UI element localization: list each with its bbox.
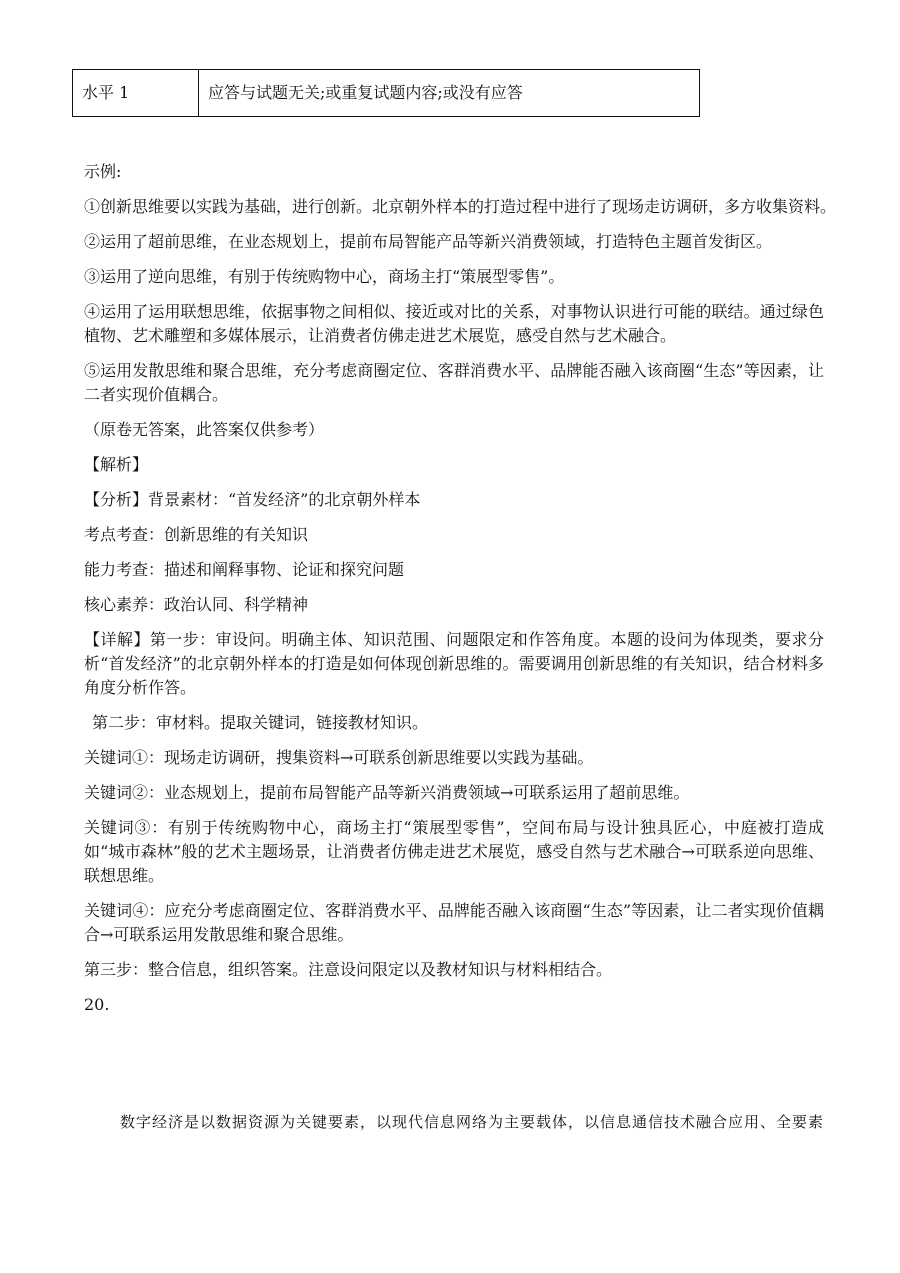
example-point-4: ④运用了运用联想思维，依据事物之间相似、接近或对比的关系，对事物认识进行可能的联结。通过绿色植物、艺术雕塑和多媒体展示，让消费者仿佛走进艺术展览，感受自然与艺术融合。	[84, 302, 824, 345]
question-number: 20.	[84, 995, 110, 1014]
answer-body	[84, 160, 837, 1028]
keyword-2: 关键词②：业态规划上，提前布局智能产品等新兴消费领域→可联系运用了超前思维。	[84, 783, 690, 802]
keyword-3: 关键词③：有别于传统购物中心，商场主打“策展型零售”，空间布局与设计独具匠心，中庭被打造成如“城市森林”般的艺术主题场景，让消费者仿佛走进艺术展览，感受自然与艺术融合→可联系逆向思维、联想思维。	[84, 818, 824, 885]
analysis-heading: 【解析】	[84, 455, 149, 474]
table-row	[73, 70, 700, 117]
step-two: 第二步：审材料。提取关键词，链接教材知识。	[92, 713, 429, 732]
example-heading: 示例:	[84, 162, 122, 181]
literacy-line: 核心素养：政治认同、科学精神	[84, 595, 309, 614]
level-description-cell: 应答与试题无关;或重复试题内容;或没有应答	[199, 70, 700, 117]
example-point-5: ⑤运用发散思维和聚合思维，充分考虑商圈定位、客群消费水平、品牌能否融入该商圈“生态”等因素，让二者实现价值耦合。	[84, 361, 824, 404]
analysis-line: 【分析】背景素材：“首发经济”的北京朝外样本	[84, 490, 421, 509]
keyword-4: 关键词④：应充分考虑商圈定位、客群消费水平、品牌能否融入该商圈“生态”等因素，让二者实现价值耦合→可联系运用发散思维和聚合思维。	[84, 901, 824, 944]
exam-point: 考点考查：创新思维的有关知识	[84, 525, 309, 544]
keyword-1: 关键词①：现场走访调研，搜集资料→可联系创新思维要以实践为基础。	[84, 748, 594, 767]
example-point-1: ①创新思维要以实践为基础，进行创新。北京朝外样本的打造过程中进行了现场走访调研，多方收集资料。	[84, 197, 837, 216]
example-point-2: ②运用了超前思维，在业态规划上，提前布局智能产品等新兴消费领域，打造特色主题首发街区。	[84, 232, 773, 251]
question-material: 数字经济是以数据资源为关键要素，以现代信息网络为主要载体，以信息通信技术融合应用、全要素	[120, 1113, 824, 1131]
detail-paragraph: 【详解】第一步：审设问。明确主体、知识范围、问题限定和作答角度。本题的设问为体现类，要求分析“首发经济”的北京朝外样本的打造是如何体现创新思维的。需要调用创新思维的有关知识，结合材料多角度分析作答。	[84, 630, 824, 697]
step-three: 第三步：整合信息，组织答案。注意设问限定以及教材知识与材料相结合。	[84, 960, 613, 979]
ability-line: 能力考查：描述和阐释事物、论证和探究问题	[84, 560, 405, 579]
level-cell: 水平 1	[73, 70, 199, 117]
reference-note: （原卷无答案，此答案仅供参考）	[84, 420, 325, 439]
scoring-table	[72, 69, 700, 117]
example-point-3: ③运用了逆向思维，有别于传统购物中心，商场主打“策展型零售”。	[84, 267, 565, 286]
